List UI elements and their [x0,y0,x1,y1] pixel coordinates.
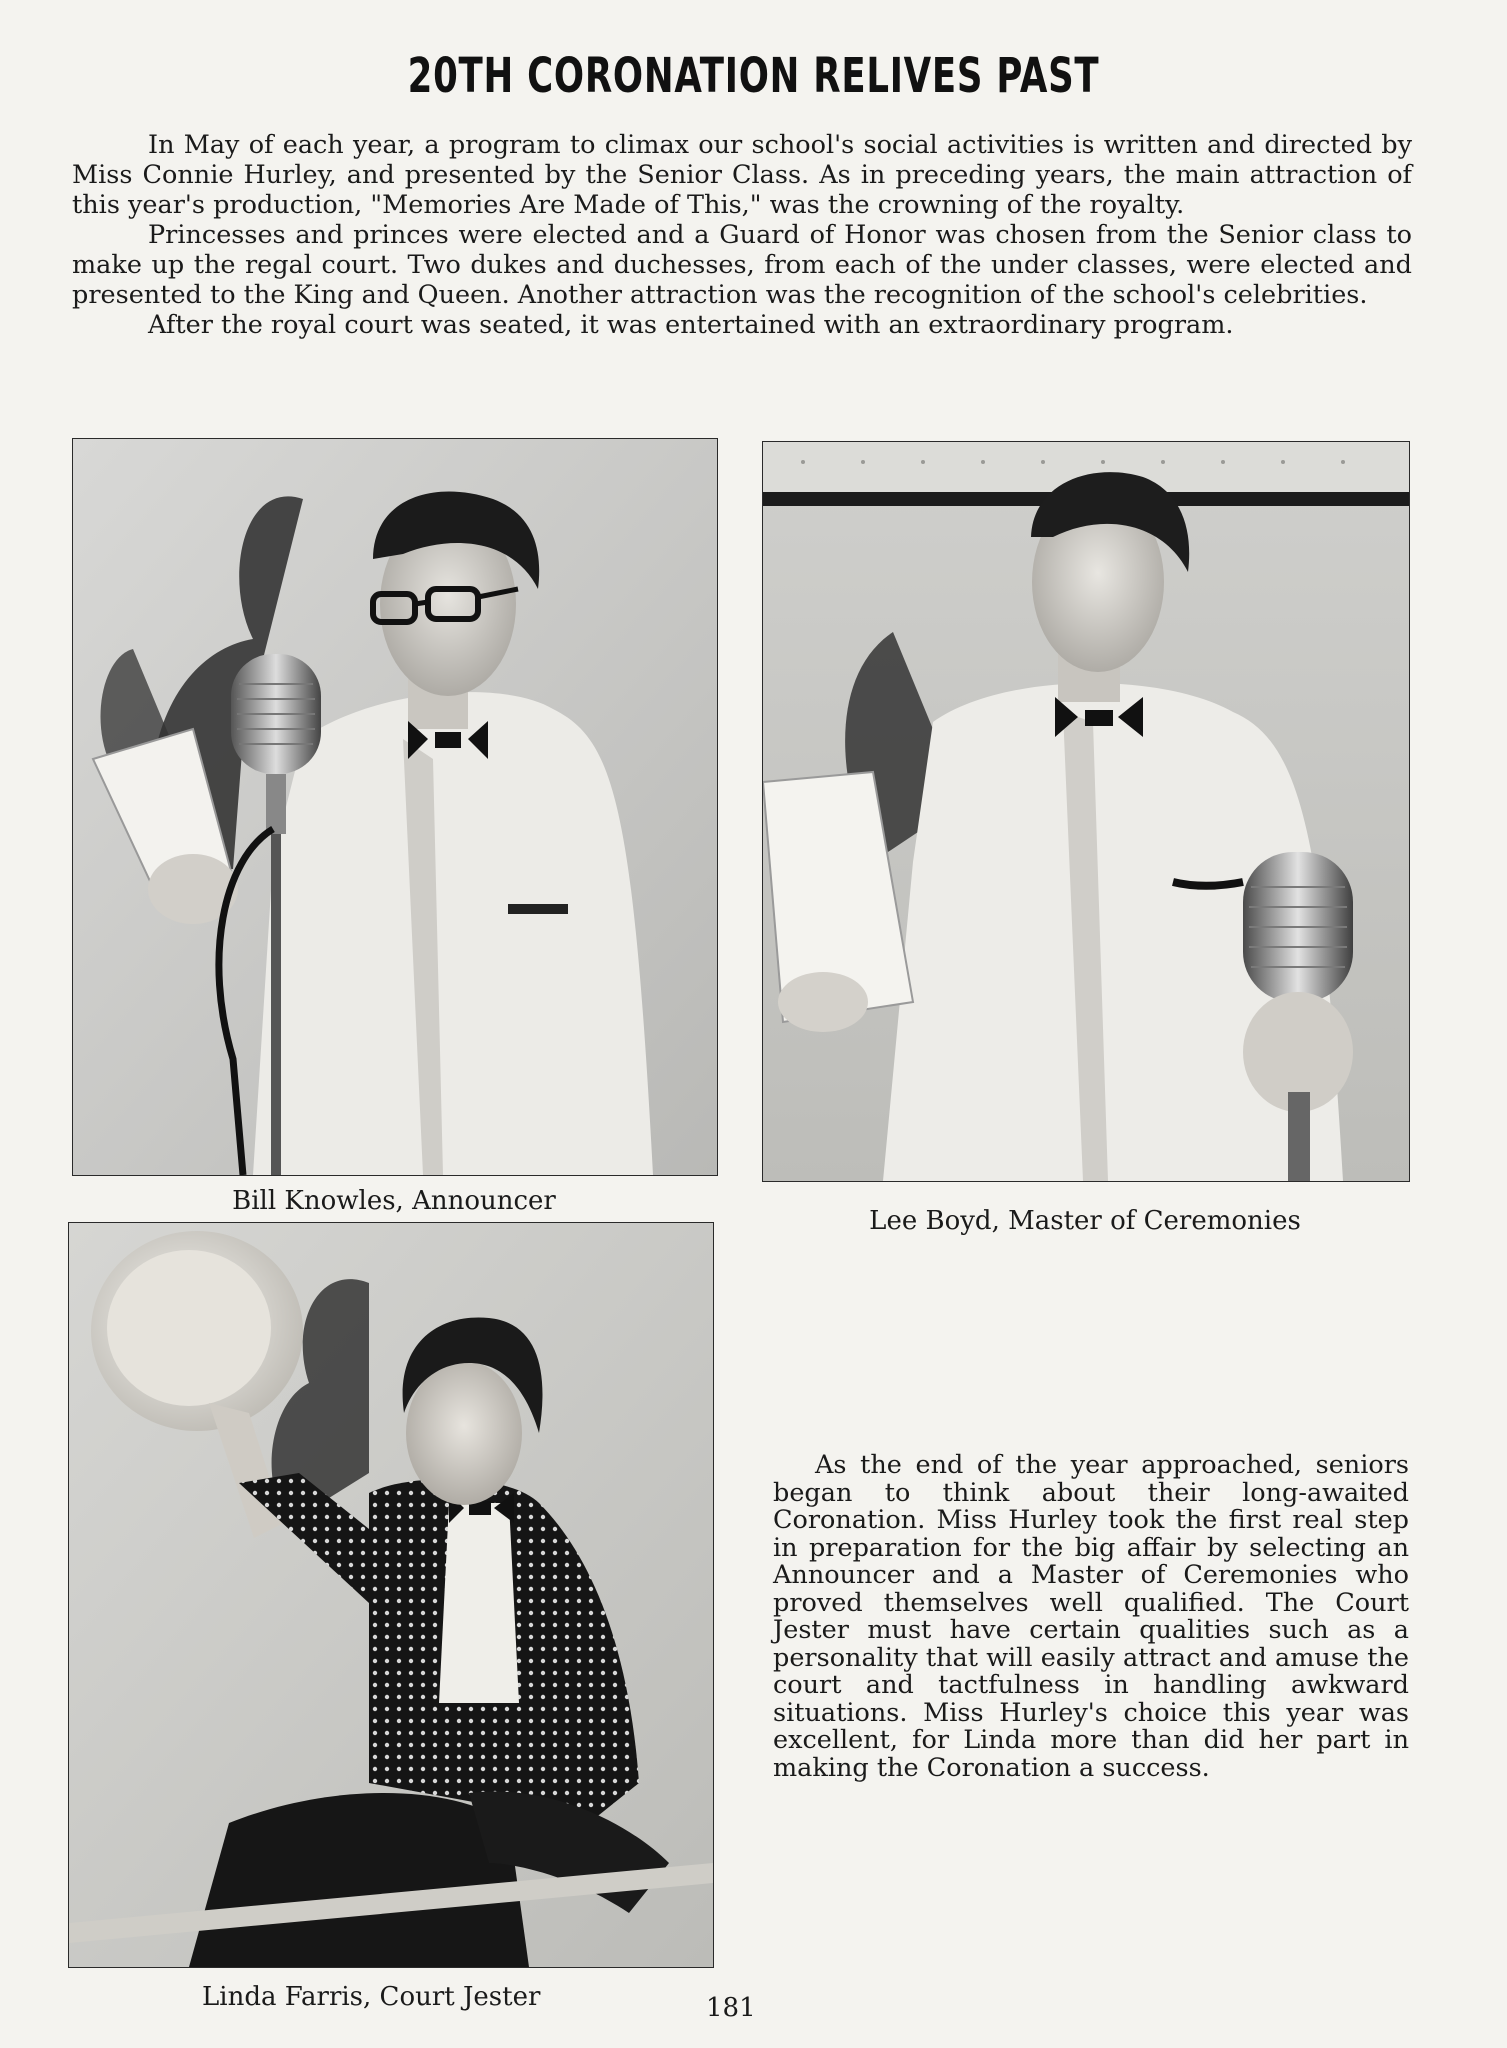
side-paragraph: As the end of the year approached, seniors began to think about their long-awaited Coronation. Miss Hurley took the first real step in preparation for the big affair by selecting an Announcer and a Master of Ceremonies who proved themselves well qualified. The Court Jester must have certain qualities such as a personality that will easily attract and amuse the court and tactfulness in handling awkward situations. Miss Hurley's choice this year was excellent, for Linda more than did her part in making the Coronation a success. [773,1450,1409,1783]
court-jester-caption: Linda Farris, Court Jester [202,1982,541,2012]
intro-text [72,130,1412,340]
intro-paragraph: In May of each year, a program to climax our school's social activities is written and directed by Miss Connie Hurley, and presented by the Senior Class. As in preceding years, the main attraction of this year's production, "Memories Are Made of This," was the crowning of the royalty. [72,130,1412,220]
intro-paragraph: Princesses and princes were elected and a Guard of Honor was chosen from the Senior class to make up the regal court. Two dukes and duchesses, from each of the under classes, were elected and presented to the King and Queen. Another attraction was the recognition of the school's celebrities. [72,220,1412,310]
announcer-photo-image [73,439,717,1175]
master-of-ceremonies-photo-image [763,442,1409,1181]
master-of-ceremonies-photo [762,441,1410,1182]
announcer-photo [72,438,718,1176]
court-jester-photo [68,1222,714,1968]
master-of-ceremonies-caption: Lee Boyd, Master of Ceremonies [869,1206,1301,1236]
intro-paragraph: After the royal court was seated, it was entertained with an extraordinary program. [148,310,1234,340]
page-title: 20TH CORONATION RELIVES PAST [407,48,1100,104]
page-number: 181 [706,1993,756,2023]
side-text [773,1452,1409,1782]
announcer-caption: Bill Knowles, Announcer [232,1186,556,1216]
court-jester-photo-image [69,1223,713,1967]
